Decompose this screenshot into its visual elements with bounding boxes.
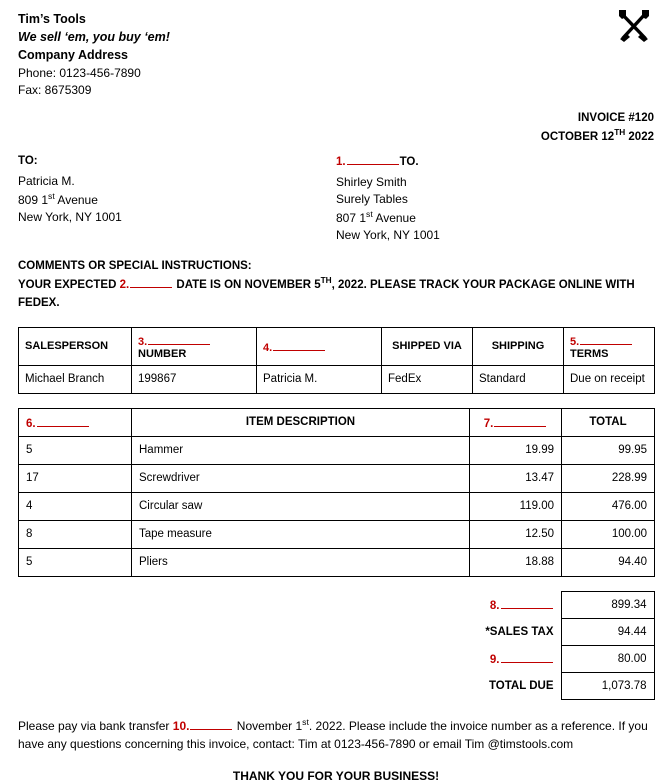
ship-to-line-3-rest: Avenue [372, 210, 416, 225]
salesperson-table [18, 327, 655, 394]
cell-line-total: 476.00 [562, 492, 655, 520]
table-row [19, 492, 655, 520]
blank-number-8: 8. [489, 600, 500, 613]
cell-quantity: 8 [19, 520, 132, 548]
payment-note-part3: . 2022. Please include the invoice number as a reference. If you have any questions concerning this invoice, contact: Tim at 0123-456-7890 or email Tim @timstools.com [18, 718, 648, 751]
wrench-screwdriver-icon [614, 6, 654, 46]
cell-description: Hammer [132, 436, 470, 464]
header-terms [564, 327, 655, 365]
totals-row-sales-tax [18, 618, 654, 645]
items-table-header-row [19, 408, 655, 436]
payment-note-part2: November 1 [233, 718, 303, 733]
comments-body-sup: TH [320, 276, 332, 286]
cell-line-total: 99.95 [562, 436, 655, 464]
invoice-meta [0, 100, 672, 145]
comments-body-part2: DATE IS ON NOVEMBER 5 [173, 279, 321, 292]
blank-number-1: 1. [336, 156, 346, 169]
items-table-body [19, 436, 655, 576]
blank-line-7 [494, 415, 546, 427]
cell-quantity: 17 [19, 464, 132, 492]
ship-to-title-suffix: TO. [399, 156, 419, 169]
company-tagline: We sell ‘em, you buy ‘em! [18, 30, 170, 44]
cell-shipped-via: FedEx [382, 365, 473, 393]
totals-label-sales-tax: *SALES TAX [485, 625, 554, 638]
thank-you-message: THANK YOU FOR YOUR BUSINESS! [232, 768, 440, 783]
bill-to-line-2-main: 809 1 [18, 192, 49, 207]
blank-number-10: 10. [172, 718, 190, 733]
totals-value-total-due: 1,073.78 [561, 672, 654, 699]
cell-quantity: 4 [19, 492, 132, 520]
invoice-date-year: 2022 [625, 130, 654, 143]
blank-line-2 [130, 276, 172, 288]
company-phone: Phone: 0123-456-7890 [18, 66, 141, 80]
cell-unit-price: 12.50 [470, 520, 562, 548]
blank-line-4 [273, 339, 325, 351]
payment-note-sup: st [302, 716, 309, 727]
header-shipping [473, 327, 564, 365]
header-shipping-label: SHIPPING [491, 340, 545, 353]
table-row [19, 365, 655, 393]
cell-line-total: 228.99 [562, 464, 655, 492]
totals-table [18, 591, 655, 700]
cell-unit-price: 13.47 [470, 464, 562, 492]
totals-value-subtotal: 899.34 [561, 591, 654, 618]
ship-to-line-2: Surely Tables [336, 191, 408, 206]
header-salesperson [19, 327, 132, 365]
comments-body-part3: , 2022. PLEASE TRACK YOUR PACKAGE ONLINE WITH FEDEX. [18, 279, 635, 310]
totals-label-shipping [369, 645, 561, 672]
table-row [19, 464, 655, 492]
table-row [19, 436, 655, 464]
items-table [18, 408, 655, 577]
header-total: TOTAL [562, 408, 655, 436]
table-row [19, 548, 655, 576]
totals-row-shipping [18, 645, 654, 672]
ship-to-line-3-main: 807 1 [336, 210, 367, 225]
company-name: Tim’s Tools [18, 12, 86, 26]
cell-unit-price: 119.00 [470, 492, 562, 520]
blank-line-6 [37, 415, 89, 427]
cell-line-total: 100.00 [562, 520, 655, 548]
ship-to-line-4: New York, NY 1001 [336, 227, 440, 242]
document-header [0, 0, 672, 97]
header-item-description: ITEM DESCRIPTION [132, 408, 470, 436]
cell-description: Screwdriver [132, 464, 470, 492]
header-blank-4 [257, 327, 382, 365]
totals-spacer [18, 618, 369, 645]
blank-number-4: 4. [263, 341, 273, 354]
totals-row-total-due [18, 672, 654, 699]
table-row [19, 520, 655, 548]
cell-unit-price: 19.99 [470, 436, 562, 464]
invoice-number: INVOICE #120 [577, 112, 654, 124]
blank-number-5: 5. [570, 335, 580, 348]
cell-unit-price: 18.88 [470, 548, 562, 576]
comments-body-part1: YOUR EXPECTED [18, 279, 120, 292]
comments-section [0, 244, 672, 313]
blank-line-3 [148, 333, 210, 345]
blank-line-10 [190, 718, 232, 730]
company-fax: Fax: 8675309 [18, 83, 92, 97]
cell-quantity: 5 [19, 548, 132, 576]
totals-spacer [18, 672, 369, 699]
cell-salesperson: Michael Branch [19, 365, 132, 393]
ship-to-line-3 [336, 208, 654, 227]
blank-number-9: 9. [489, 654, 500, 667]
company-address-label: Company Address [18, 48, 128, 62]
cell-description: Tape measure [132, 520, 470, 548]
cell-number: 199867 [132, 365, 257, 393]
blank-line-8 [501, 597, 553, 609]
totals-value-shipping: 80.00 [561, 645, 654, 672]
cell-quantity: 5 [19, 436, 132, 464]
totals-spacer [18, 645, 369, 672]
bill-to-line-2 [18, 190, 336, 209]
bill-to-title: TO: [18, 155, 38, 168]
header-quantity [19, 408, 132, 436]
cell-shipping: Standard [473, 365, 564, 393]
totals-row-subtotal [18, 591, 654, 618]
header-shipped-via-label: SHIPPED VIA [392, 340, 462, 353]
invoice-date [18, 127, 654, 146]
cell-description: Pliers [132, 548, 470, 576]
blank-line-9 [501, 651, 553, 663]
blank-line-1 [347, 153, 399, 165]
blank-number-7: 7. [483, 417, 494, 430]
header-unit-price [470, 408, 562, 436]
totals-label-total-due: TOTAL DUE [488, 679, 554, 692]
totals-label-subtotal [369, 591, 561, 618]
header-shipped-via [382, 327, 473, 365]
cell-blank-4: Patricia M. [257, 365, 382, 393]
ship-to-block [336, 153, 654, 243]
payment-note-part1: Please pay via bank transfer [18, 718, 173, 733]
blank-number-3: 3. [138, 335, 148, 348]
bill-to-line-2-sup: st [48, 190, 55, 201]
blank-number-2: 2. [119, 279, 130, 292]
totals-value-sales-tax: 94.44 [561, 618, 654, 645]
header-terms-label: TERMS [570, 347, 609, 360]
ship-to-line-1: Shirley Smith [336, 174, 407, 189]
comments-heading: COMMENTS OR SPECIAL INSTRUCTIONS: [18, 259, 252, 272]
blank-line-5 [580, 333, 632, 345]
cell-line-total: 94.40 [562, 548, 655, 576]
cell-description: Circular saw [132, 492, 470, 520]
header-number [132, 327, 257, 365]
invoice-date-main: OCTOBER 12 [540, 130, 615, 143]
header-number-label: NUMBER [138, 347, 187, 360]
cell-terms: Due on receipt [564, 365, 655, 393]
bill-to-line-1: Patricia M. [18, 173, 75, 188]
header-salesperson-label: SALESPERSON [25, 340, 109, 353]
payment-note [0, 700, 672, 753]
invoice-date-suffix: TH [614, 127, 626, 137]
totals-spacer [18, 591, 369, 618]
ship-to-title [336, 153, 654, 170]
salesperson-table-header-row [19, 327, 655, 365]
comments-body [18, 275, 654, 312]
address-block [0, 145, 672, 243]
ship-to-line-3-sup: st [366, 208, 373, 219]
blank-number-6: 6. [26, 417, 36, 430]
bill-to-line-2-rest: Avenue [54, 192, 98, 207]
bill-to-line-3: New York, NY 1001 [18, 209, 122, 224]
bill-to-block [18, 153, 336, 243]
